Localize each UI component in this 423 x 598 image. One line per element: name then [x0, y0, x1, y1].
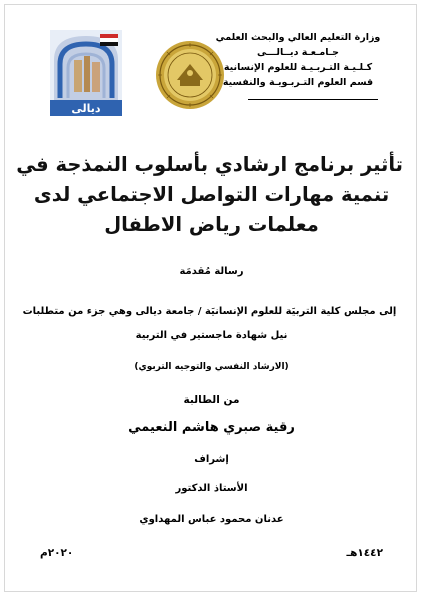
professor-title: الأستاذ الدكتور	[175, 483, 248, 494]
university-name: جـامـعـة ديــالـــى	[257, 47, 339, 58]
thesis-label: رسالة مُقدمَة	[179, 266, 244, 277]
thesis-title	[16, 150, 403, 240]
department-name: قسم العلوم التـربـويـة والنفسية	[222, 77, 374, 88]
submission-line-2: نيل شهادة ماجستير في التربية	[135, 330, 288, 341]
student-label: من الطالبة	[183, 394, 240, 406]
college-name: كـلـيـة التـربـيـة للعلوم الإنسانية	[223, 62, 373, 73]
title-line-3: معلمات رياض الاطفال	[104, 213, 319, 236]
date-hijri: ١٤٤٢هـ	[346, 547, 383, 559]
institution-header	[213, 30, 383, 90]
supervision-label: إشراف	[194, 454, 229, 465]
date-gregorian: ٢٠٢٠م	[40, 547, 74, 559]
title-line-2: تنمية مهارات التواصل الاجتماعي لدى	[33, 183, 390, 206]
ministry-name: وزارة التعليم العالي والبحث العلمي	[215, 32, 381, 43]
professor-name: عدنان محمود عباس المهداوي	[139, 514, 284, 525]
specialty: (الارشاد النفسي والتوجيه التربوي)	[134, 362, 289, 372]
logo-text: ديالى	[71, 102, 101, 115]
header-underline	[248, 99, 378, 100]
submission-line-1: إلى مجلس كلية التربيَة للعلوم الإنسانيَة / جامعة ديالى وهي جزء من متطلبات	[22, 306, 397, 317]
title-line-1: تأثير برنامج ارشادي بأسلوب النمذجة في	[16, 153, 403, 176]
university-logo	[50, 30, 122, 116]
student-name: رقية صبري هاشم النعيمي	[128, 420, 295, 435]
